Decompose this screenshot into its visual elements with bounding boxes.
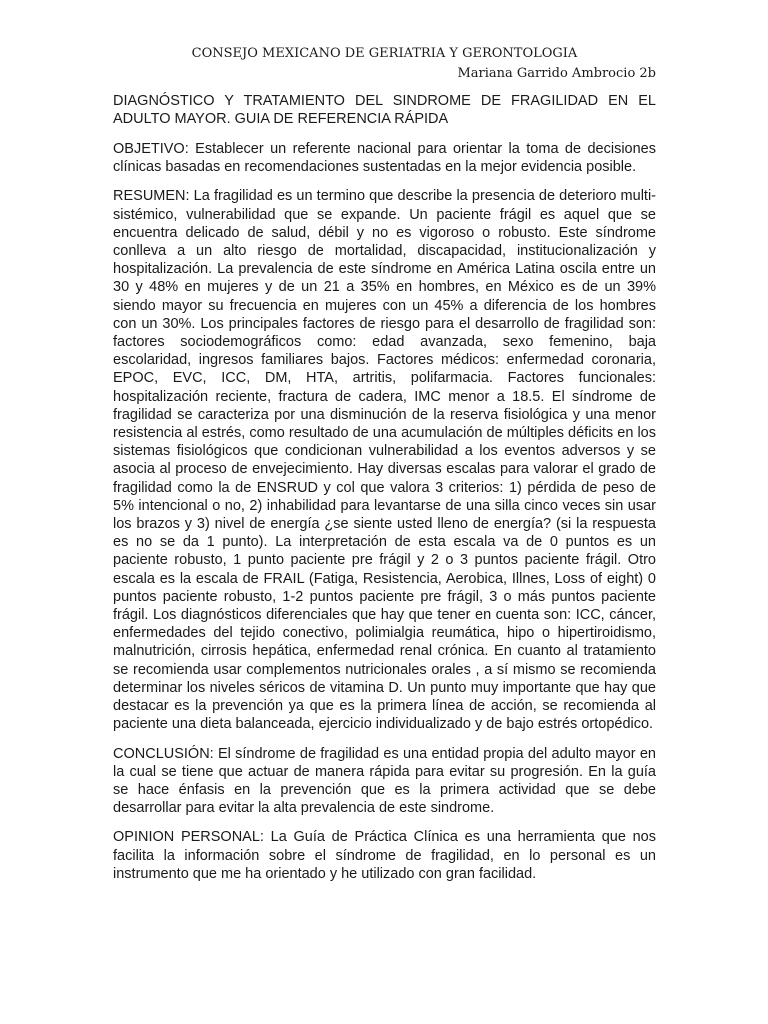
resumen-paragraph: RESUMEN: La fragilidad es un termino que describe la presencia de deterioro multi-sistémico, vulnerabilidad que se expande. Un paciente frágil es aquel que se encuentra delicado de salud, débil y no es vigoroso o robusto. Este síndrome conlleva a un alto riesgo de mortalidad, discapacidad, institucionalización y hospitalización. La prevalencia de este síndrome en América Latina oscila entre un 30 y 48% en mujeres y de un 21 a 35% en hombres, en México es de un 39% siendo mayor su frecuencia en mujeres con un 45% a diferencia de los hombres con un 30%. Los principales factores de riesgo para el desarrollo de fragilidad son: factores sociodemográficos como: edad avanzada, sexo femenino, baja escolaridad, ingresos familiares bajos. Factores médicos: enfermedad coronaria, EPOC, EVC, ICC, DM, HTA, artritis, polifarmacia. Factores funcionales: hospitalización reciente, fractura de cadera, IMC menor a 18.5. El síndrome de fragilidad se caracteriza por una disminución de la reserva fisiológica y una menor resistencia al estrés, como resultado de una acumulación de múltiples déficits en los sistemas fisiológicos que condicionan vulnerabilidad a los eventos adversos y se asocia al proceso de envejecimiento. Hay diversas escalas para valorar el grado de fragilidad como la de ENSRUD y col que valora 3 criterios: 1) pérdida de peso de 5% intencional o no, 2) inhabilidad para levantarse de una silla cinco veces sin usar los brazos y 3) nivel de energía ¿se siente usted lleno de energía? (si la respuesta es no se da 1 punto). La interpretación de esta escala va de 0 puntos es un paciente robusto, 1 punto paciente pre frágil y 2 o 3 puntos paciente frágil. Otro escala es la escala de FRAIL (Fatiga, Resistencia, Aerobica, Illnes, Loss of eight) 0 puntos paciente robusto, 1-2 puntos paciente pre frágil, 3 o más puntos paciente frágil. Los diagnósticos diferenciales que hay que tener en cuenta son: ICC, cáncer, enfermedades del tejido conectivo, polimialgia reumática, hipo o hipertiroidismo, malnutrición, cirrosis hepática, enfermedad renal crónica. En cuanto al tratamiento se recomienda usar complementos nutricionales orales , a sí mismo se recomienda determinar los niveles séricos de vitamina D. Un punto muy importante que hay que destacar es la prevención ya que es la primera línea de acción, se recomienda al paciente una dieta balanceada, ejercicio individualizado y de bajo estrés ortopédico. bbox=[113, 188, 656, 733]
conclusion-paragraph: CONCLUSIÓN: El síndrome de fragilidad es una entidad propia del adulto mayor en la cual se tiene que actuar de manera rápida para evitar su progresión. En la guía se hace énfasis en la prevención que es la primera actividad que se debe desarrollar para evitar la alta prevalencia de este sindrome. bbox=[113, 745, 656, 817]
document-title: DIAGNÓSTICO Y TRATAMIENTO DEL SINDROME DE FRAGILIDAD EN EL ADULTO MAYOR. GUIA DE REFERENCIA RÁPIDA bbox=[113, 93, 656, 127]
opinion-paragraph: OPINION PERSONAL: La Guía de Práctica Clínica es una herramienta que nos facilita la información sobre el síndrome de fragilidad, en lo personal es un instrumento que me ha orientado y he utilizado con gran facilidad. bbox=[113, 829, 656, 882]
objetivo-paragraph: OBJETIVO: Establecer un referente nacional para orientar la toma de decisiones clínicas basadas en recomendaciones sustentadas en la mejor evidencia posible. bbox=[113, 141, 656, 176]
author-name: Mariana Garrido Ambrocio 2b bbox=[457, 66, 656, 81]
organization-heading: CONSEJO MEXICANO DE GERIATRIA Y GERONTOLOGIA bbox=[191, 46, 578, 61]
